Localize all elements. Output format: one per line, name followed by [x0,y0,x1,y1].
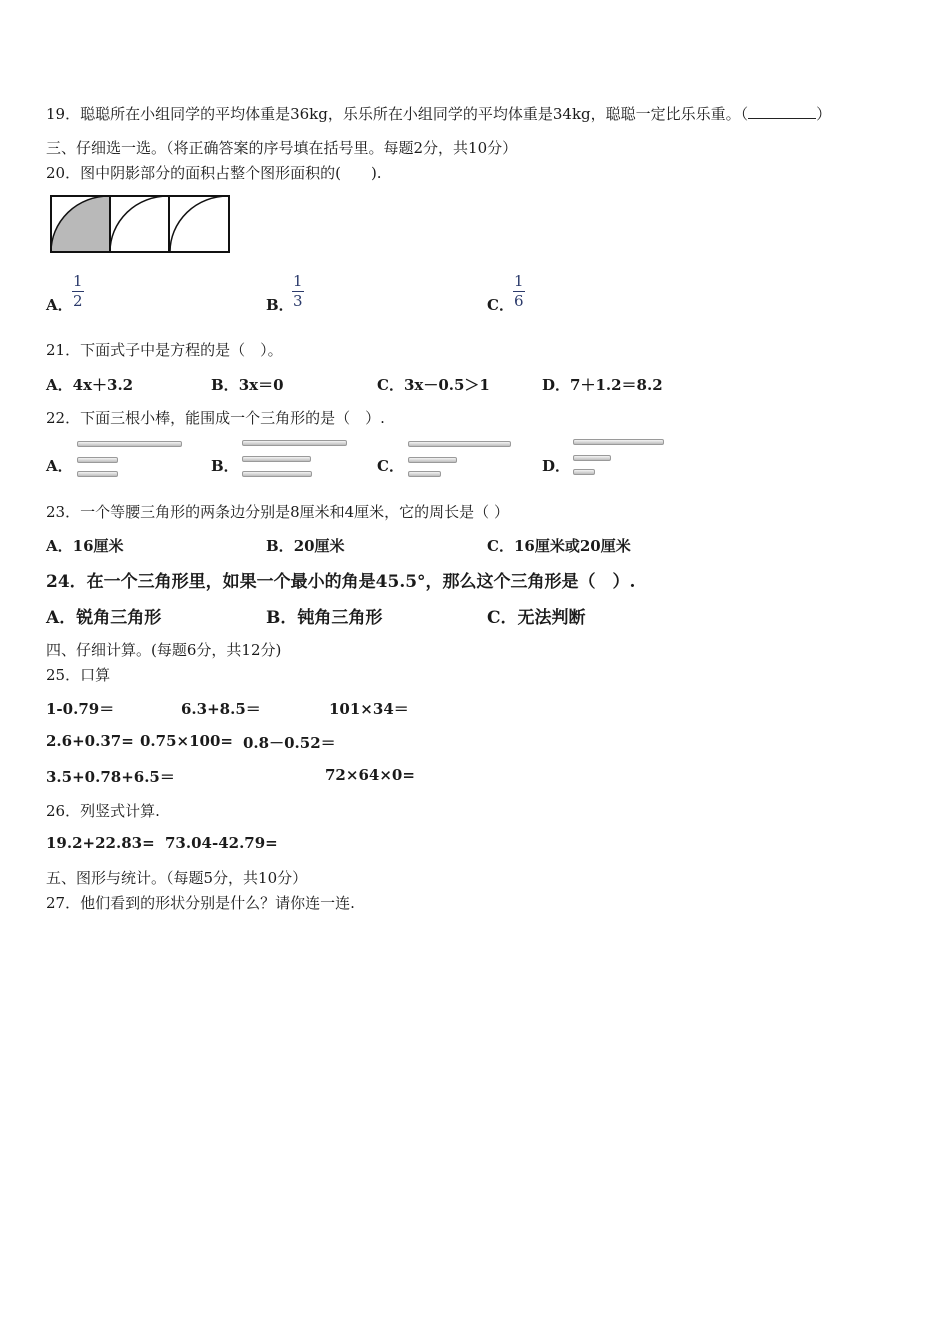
stick-long [77,441,182,447]
mental-calc-item: 0.8－0.52＝ [243,734,336,752]
q20-option-c-fraction: $\frac{1}{6}$ [514,272,524,310]
question-21-text: 21．下面式子中是方程的是（ ）。 [46,341,283,359]
q20-option-a-fraction: $\frac{1}{2}$ [73,272,83,310]
stick-short [77,457,118,463]
section-5-heading: 五、图形与统计。（每题5分，共10分） [46,869,308,887]
stick-medium [408,457,457,463]
stick-short [573,469,595,475]
q21-option-b[interactable]: B．3x＝0 [211,376,284,394]
stick-medium [242,471,312,477]
question-19-end: ） [816,105,832,123]
q22-option-b-label[interactable]: B． [211,457,239,475]
mental-calc-item: 6.3+8.5＝ [181,700,261,718]
q23-option-c[interactable]: C．16厘米或20厘米 [487,537,631,555]
mental-calc-item: 2.6+0.37= [46,732,134,750]
q21-option-a[interactable]: A．4x＋3.2 [46,376,134,394]
q22-option-a-label[interactable]: A． [46,457,73,475]
mental-calc-item: 3.5+0.78+6.5＝ [46,768,175,786]
stick-short [77,471,118,477]
mental-calc-item: 1-0.79＝ [46,700,115,718]
stick-short [573,455,611,461]
q21-option-d[interactable]: D．7＋1.2＝8.2 [542,376,663,394]
question-26-text: 26．列竖式计算. [46,802,160,820]
q23-option-b[interactable]: B．20厘米 [266,537,345,555]
question-20-text: 20．图中阴影部分的面积占整个图形面积的( ). [46,164,382,182]
q20-option-a-label[interactable]: A． [46,296,73,314]
stick-long [408,441,511,447]
q22-option-d-label[interactable]: D． [542,457,571,475]
question-19 [46,103,831,124]
q20-option-b-label[interactable]: B． [266,296,294,314]
stick-long [573,439,664,445]
mental-calc-item: 101×34＝ [329,700,409,718]
q20-option-c-label[interactable]: C． [487,296,514,314]
question-25-text: 25．口算 [46,666,111,684]
answer-blank[interactable] [748,106,816,119]
question-27-text: 27．他们看到的形状分别是什么？请你连一连. [46,894,355,912]
stick-long [242,440,347,446]
mental-calc-item: 0.75×100= [140,732,233,750]
stick-short [408,471,441,477]
question-23-text: 23．一个等腰三角形的两条边分别是8厘米和4厘米，它的周长是（ ） [46,503,509,521]
section-4-heading: 四、仔细计算。(每题6分，共12分) [46,641,282,659]
section-3-heading: 三、仔细选一选。（将正确答案的序号填在括号里。每题2分，共10分） [46,139,518,157]
stick-medium [242,456,311,462]
q21-option-c[interactable]: C．3x－0.5＞1 [377,376,490,394]
q23-option-a[interactable]: A．16厘米 [46,537,124,555]
q22-option-c-label[interactable]: C． [377,457,404,475]
mental-calc-item: 72×64×0= [325,766,415,784]
q24-option-b[interactable]: B．钝角三角形 [266,608,383,628]
q24-option-c[interactable]: C．无法判断 [487,608,586,628]
question-24-text: 24．在一个三角形里，如果一个最小的角是45.5°，那么这个三角形是（ ）. [46,572,636,592]
question-19-text: 19．聪聪所在小组同学的平均体重是36kg，乐乐所在小组同学的平均体重是34kg，聪聪一定比乐乐重。（ [46,105,749,123]
vertical-calc-item: 73.04-42.79= [165,834,278,852]
q20-option-b-fraction: $\frac{1}{3}$ [293,272,303,310]
shaded-squares-figure [50,195,232,255]
question-22-text: 22．下面三根小棒，能围成一个三角形的是（ ）. [46,409,385,427]
vertical-calc-item: 19.2+22.83= [46,834,155,852]
q24-option-a[interactable]: A．锐角三角形 [46,608,162,628]
